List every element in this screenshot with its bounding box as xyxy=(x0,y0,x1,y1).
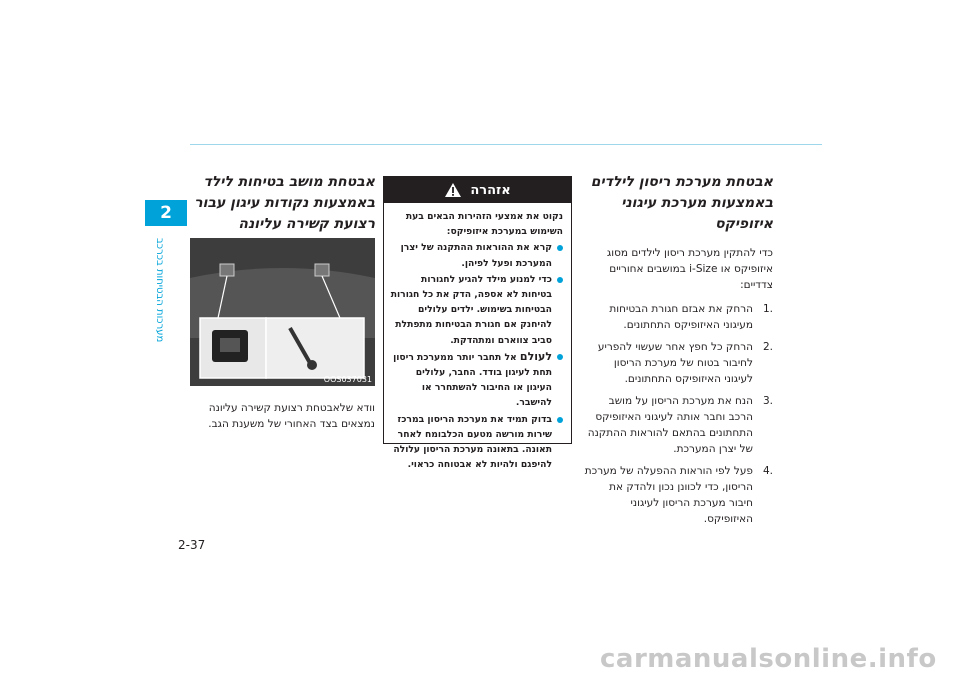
warning-list xyxy=(390,240,563,472)
chapter-title-vertical: מערכות הבטיחות בכרכב xyxy=(154,238,165,343)
warning-item-text: כדי למנוע מילד להגיע לחגורות בטיחות לא אספה, הדק את כל חגורות הבטיחות בשימוש. ילדים עלולים להיחנק אם חגורת הבטיחות מתפתלת סביב צווארם ומתהדקת. xyxy=(390,273,552,346)
step-item xyxy=(583,301,773,333)
steps-list xyxy=(583,301,773,527)
warning-item xyxy=(390,349,563,411)
step-number: .2 xyxy=(762,341,773,353)
left-paragraph: וודא שלאבטחת רצועת קשירה עליונה נמצאים בצד האחורי של משענת הגב. xyxy=(208,402,375,430)
warning-item-lead: לעולם xyxy=(519,349,552,363)
right-heading-line-3: איזופיקס xyxy=(715,216,773,232)
warning-triangle-icon xyxy=(444,182,462,198)
step-text: הנח את מערכת הריסון על מושב הרכב וחבר אותה לעיגוני האיזופיקס התחתונים בהתאם להוראות ההתקנה של יצרן המערכת. xyxy=(587,395,753,455)
right-heading-line-2: באמצעות מערכת עיגוני xyxy=(621,195,773,211)
warning-item-text: קרא את ההוראות ההתקנה של יצרן המערכת ופעל לפיהן. xyxy=(400,242,552,269)
warning-item-text: אל תחבר יותר ממערכת ריסון תחת לעיגון בודד. החבר, עלולים העיגון או החיבור להשתחרר או להישבר. xyxy=(393,351,552,409)
step-text: הרחק כל חפץ אחר שעשוי להפריע לחיבור בטוח של מערכת הריסון לעיגוני האיזופיקס התחתונים. xyxy=(597,341,753,385)
warning-title: אזהרה xyxy=(470,182,511,198)
step-item xyxy=(583,339,773,387)
chapter-number-tab: 2 xyxy=(145,200,187,226)
trunk-illustration xyxy=(190,238,375,386)
warning-item-text: בדוק תמיד את מערכת הריסון במרכז שירות מורשה מטעם הכלבומח לאחר תאונה. בתאונה מערכת הריסון עלולה להיפגם ולהיות לא אבטוחה כראוי. xyxy=(393,413,552,471)
anchor-point-left xyxy=(220,264,234,276)
left-heading-line-2: באמצעות נקודות עיגון עבור xyxy=(194,195,375,211)
warning-item xyxy=(390,272,563,348)
warning-item xyxy=(390,412,563,473)
right-intro: כדי להתקין מערכת ריסון לילדים מסוג איזופיקס או i-Size במושבים אחוריים צדדיים: xyxy=(606,247,773,291)
warning-body xyxy=(384,203,571,472)
step-item xyxy=(583,393,773,457)
step-number: .1 xyxy=(762,303,773,315)
top-divider-line xyxy=(190,144,822,145)
anchor-point-right xyxy=(315,264,329,276)
step-item xyxy=(583,463,773,527)
left-column xyxy=(190,172,375,235)
step-text: פעל לפי הוראות ההפעלה של מערכת הריסון, כדי לכוונן נכון ולהדק את חיבור מערכת הריסון לעיגוני האיזופיקס. xyxy=(584,465,753,525)
step-number: .3 xyxy=(762,395,773,407)
warning-header xyxy=(384,177,571,203)
warning-intro: נקוט את אמצעי הזהירות הבאים בעת השימוש במערכת איזופיקס: xyxy=(405,211,563,238)
tether-anchor-photo xyxy=(190,238,375,386)
watermark-text: carmanualsonline.info xyxy=(600,644,937,674)
step-text: הרחק את אבזם חגורת הבטיחות מעיגוני האיזופיקס התחתונים. xyxy=(609,303,753,331)
photo-caption: OOS037031 xyxy=(323,375,372,384)
warning-item xyxy=(390,240,563,270)
right-heading-line-1: אבטחת מערכת ריסון לילדים xyxy=(590,174,773,190)
left-heading-line-1: אבטחת מושב בטיחות לילד xyxy=(203,174,375,190)
page-number: 2-37 xyxy=(178,538,206,552)
right-column xyxy=(583,172,773,533)
warning-box xyxy=(383,176,572,471)
left-heading-line-3: רצועת קשירה עליונה xyxy=(238,216,375,232)
step-number: .4 xyxy=(762,465,773,477)
